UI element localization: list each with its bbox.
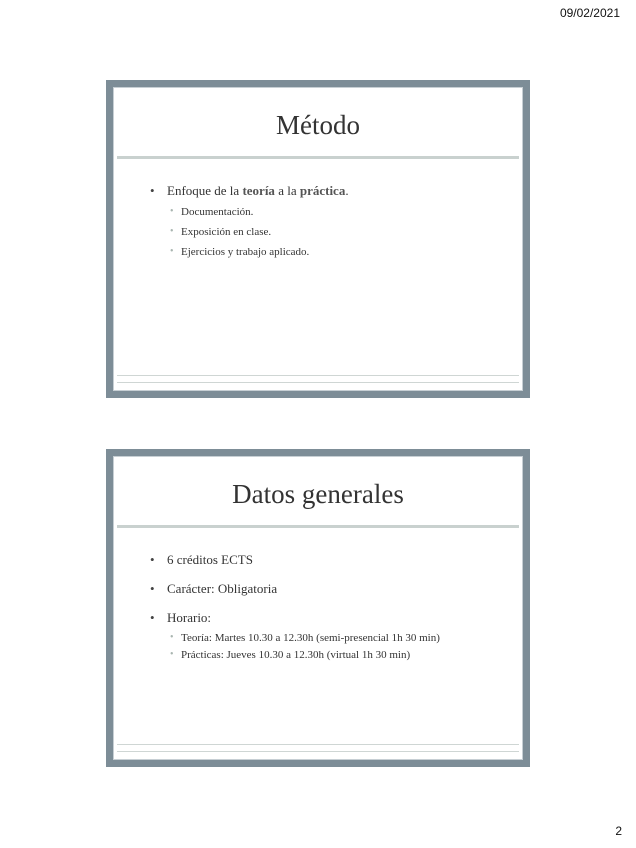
sub-bullet-teoria: • Teoría: Martes 10.30 a 12.30h (semi-presencial 1h 30 min) (170, 631, 482, 645)
slide-datos-generales (106, 449, 530, 767)
bullet-bold-theory: teoría (242, 183, 275, 198)
slide-content-area (113, 456, 523, 760)
bullet-text: Enfoque de la (167, 183, 243, 198)
sub-bullet-exposicion: • Exposición en clase. (170, 225, 482, 239)
sub-bullet-documentacion: • Documentación. (170, 205, 482, 219)
page-date: 09/02/2021 (559, 6, 620, 20)
bullet-text: . (345, 183, 349, 198)
footer-divider (117, 382, 519, 383)
bullet-creditos: • 6 créditos ECTS (150, 552, 482, 568)
bullet-caracter: • Carácter: Obligatoria (150, 581, 482, 597)
bullet-text: a la (274, 183, 300, 198)
sub-bullet-practicas: • Prácticas: Jueves 10.30 a 12.30h (virtual 1h 30 min) (170, 648, 482, 662)
slide-title: Método (276, 110, 360, 140)
footer-divider (117, 375, 519, 376)
slide-body (150, 552, 482, 662)
slide-content-area (113, 87, 523, 391)
bullet-enfoque (150, 183, 482, 199)
title-divider (117, 525, 519, 528)
bullet-horario: • Horario: (150, 610, 482, 626)
slide-title: Datos generales (232, 479, 404, 509)
sub-bullet-ejercicios: • Ejercicios y trabajo aplicado. (170, 245, 482, 259)
title-divider (117, 156, 519, 159)
slide-metodo (106, 80, 530, 398)
slide-body (150, 183, 482, 259)
page-number: 2 (615, 824, 622, 838)
footer-divider (117, 744, 519, 745)
footer-divider (117, 751, 519, 752)
bullet-bold-practice: práctica (299, 183, 346, 198)
